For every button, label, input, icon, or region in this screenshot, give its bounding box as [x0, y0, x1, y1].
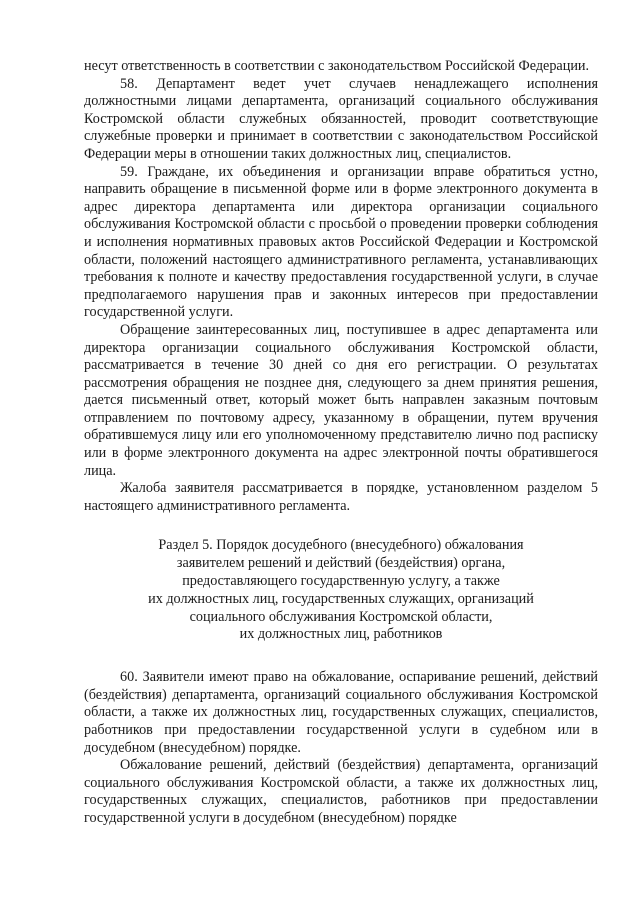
paragraph-60: 60. Заявители имеют право на обжалование, оспаривание решений, действий (бездействия) департамента, организаций социального обслуживания Костромской области, а также их должностных лиц, государственных служащих, специалистов, работников при предоставлении государственной услуги в судебном или в досудебном (внесудебном) порядке. [84, 669, 598, 756]
heading-line: заявителем решений и действий (бездействия) органа, [176, 555, 506, 572]
heading-line: Раздел 5. Порядок досудебного (внесудебного) обжалования [158, 537, 524, 554]
heading-line: их должностных лиц, государственных служащих, организаций [148, 590, 534, 607]
heading-line: социального обслуживания Костромской области, [189, 608, 493, 625]
paragraph-59: 59. Граждане, их объединения и организации вправе обратиться устно, направить обращение в письменной форме или в форме электронного документа в адрес директора департамента или директора организации социального обслуживания Костромской области с просьбой о проведении проверки соблюдения и исполнения нормативных правовых актов Российской Федерации и Костромской области, положений настоящего административного регламента, устанавливающих требования к полноте и качеству предоставления государственной услуги, в случае предполагаемого нарушения прав и законных интересов при предоставлении государственной услуги. [84, 163, 598, 321]
paragraph-58: 58. Департамент ведет учет случаев ненадлежащего исполнения должностными лицами департамента, организаций социального обслуживания Костромской области служебных обязанностей, проводит соответствующие служебные проверки и принимает в соответствии с законодательством Российской Федерации меры в отношении таких должностных лиц, специалистов. [84, 75, 598, 162]
paragraph-appeal-review: Обращение заинтересованных лиц, поступившее в адрес департамента или директора организации социального обслуживания Костромской области, рассматривается в течение 30 дней со дня его регистрации. О результатах рассмотрения обращения не позднее дня, следующего за днем принятия решения, дается письменный ответ, который может быть направлен заказным почтовым отправлением по почтовому адресу, указанному в обращении, путем вручения обратившемуся лицу или его уполномоченному представителю лично под расписку или в форме электронного документа на адрес электронной почты обратившегося лица. [84, 321, 598, 479]
heading-line: предоставляющего государственную услугу, а также [182, 573, 500, 590]
paragraph-appeal-procedure: Обжалование решений, действий (бездействия) департамента, организаций социального обслуживания Костромской области, а также их должностных лиц, государственных служащих, специалистов, работников при предоставлении государственной услуги в досудебном (внесудебном) порядке [84, 757, 598, 826]
document-body [84, 58, 598, 828]
paragraph-complaint: Жалоба заявителя рассматривается в порядке, установленном разделом 5 настоящего административного регламента. [84, 480, 598, 514]
paragraph-continuation: несут ответственность в соответствии с законодательством Российской Федерации. [84, 58, 590, 74]
section-5-heading [84, 537, 598, 644]
heading-line: их должностных лиц, работников [239, 626, 443, 643]
